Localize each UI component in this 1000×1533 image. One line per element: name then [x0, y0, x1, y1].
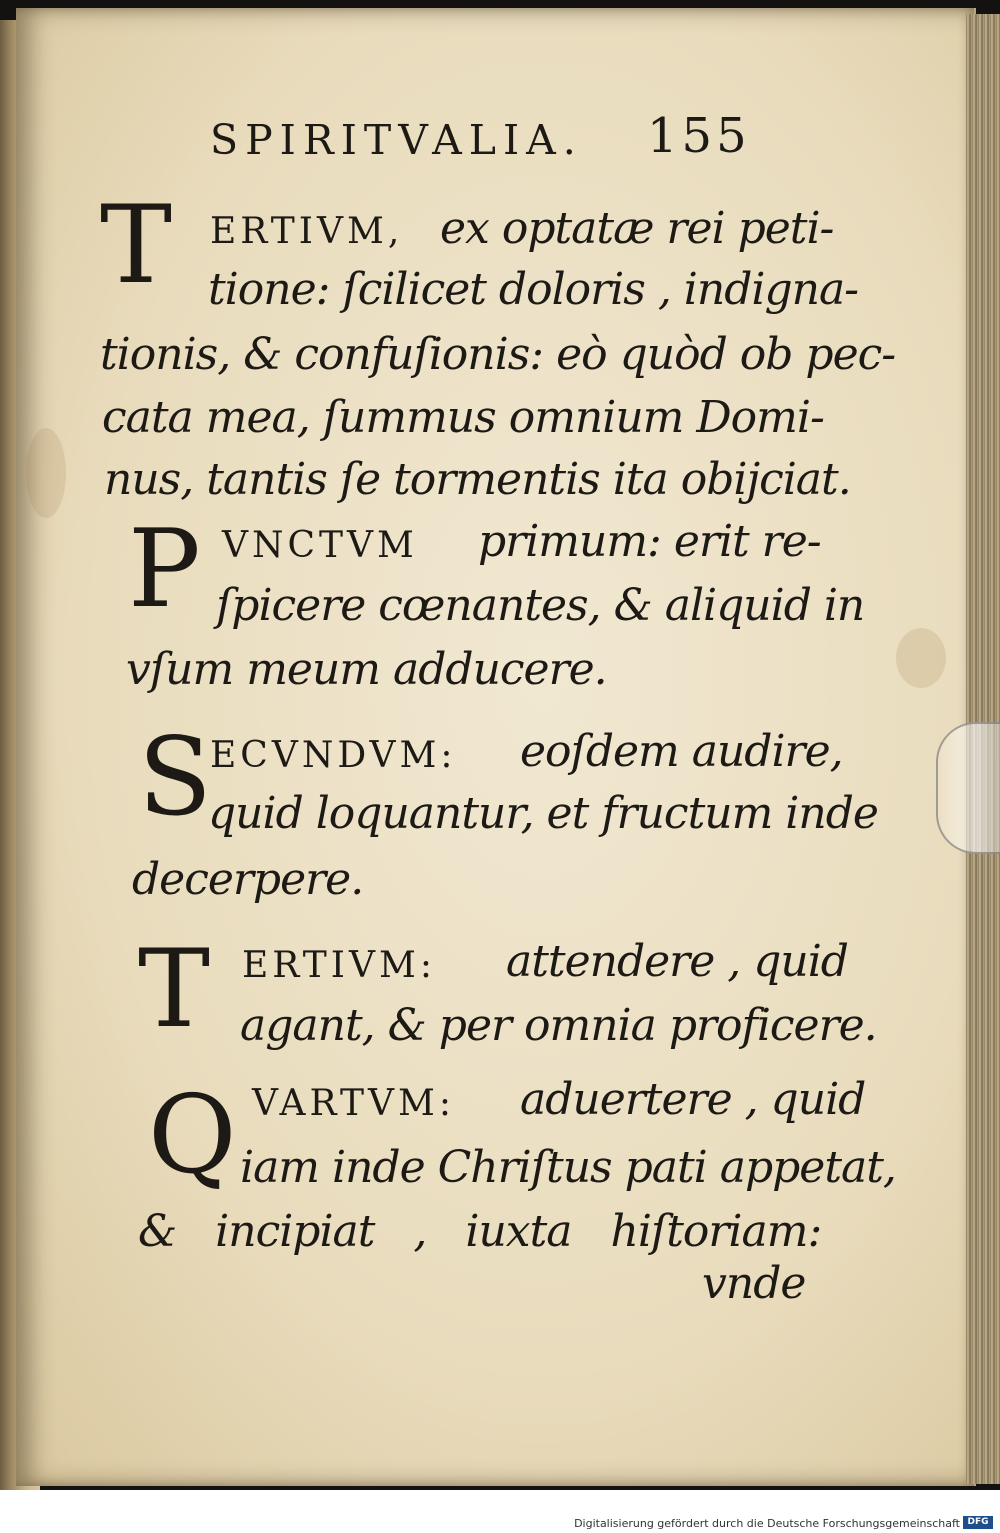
dfg-logo: DFG — [963, 1516, 993, 1529]
catchword: vnde — [702, 1258, 806, 1309]
drop-cap-initial: T — [138, 927, 211, 1052]
lead-in-text: ECVNDVM: — [210, 735, 457, 776]
text-line: ex optatæ rei peti- — [440, 203, 834, 254]
text-line: iam inde Chriſtus pati appetat, — [240, 1142, 896, 1193]
lead-in-text: ERTIVM, — [210, 211, 404, 252]
text-line: agant, & per omnia proficere. — [240, 1000, 877, 1051]
drop-cap-initial: S — [138, 715, 212, 840]
text-line: vſum meum adducere. — [126, 644, 607, 695]
lead-in-text: VARTVM: — [252, 1083, 456, 1124]
digitization-credit: Digitalisierung gefördert durch die Deutsche Forschungsgemeinschaft — [574, 1517, 960, 1530]
drop-cap-initial: Q — [148, 1073, 237, 1198]
drop-cap-initial: P — [128, 507, 201, 632]
text-line: eoſdem audire, — [520, 726, 843, 777]
text-line: cata mea, ſummus omnium Domi- — [102, 392, 824, 443]
text-line: nus, tantis ſe tormentis ita obijciat. — [104, 454, 851, 505]
text-line: ſpicere cœnantes, & aliquid in — [216, 580, 865, 631]
text-line: & incipiat , iuxta hiſtoriam: — [138, 1206, 822, 1257]
text-line: tione: ſcilicet doloris , indigna- — [208, 264, 859, 315]
drop-cap-initial: T — [100, 183, 173, 308]
text-line: tionis, & confuſionis: eò quòd ob pec- — [100, 329, 896, 380]
text-line: decerpere. — [132, 854, 364, 905]
text-line: primum: erit re- — [478, 516, 821, 567]
running-head: SPIRITVALIA. — [210, 116, 583, 164]
lead-in-text: ERTIVM: — [242, 945, 436, 986]
text-line: aduertere , quid — [520, 1074, 866, 1125]
lead-in-text: VNCTVM — [222, 525, 418, 566]
page-clip-holder — [936, 722, 1000, 854]
page-number: 155 — [647, 108, 751, 164]
text-line: attendere , quid — [506, 936, 848, 987]
text-line: quid loquantur, et fructum inde — [208, 788, 878, 839]
